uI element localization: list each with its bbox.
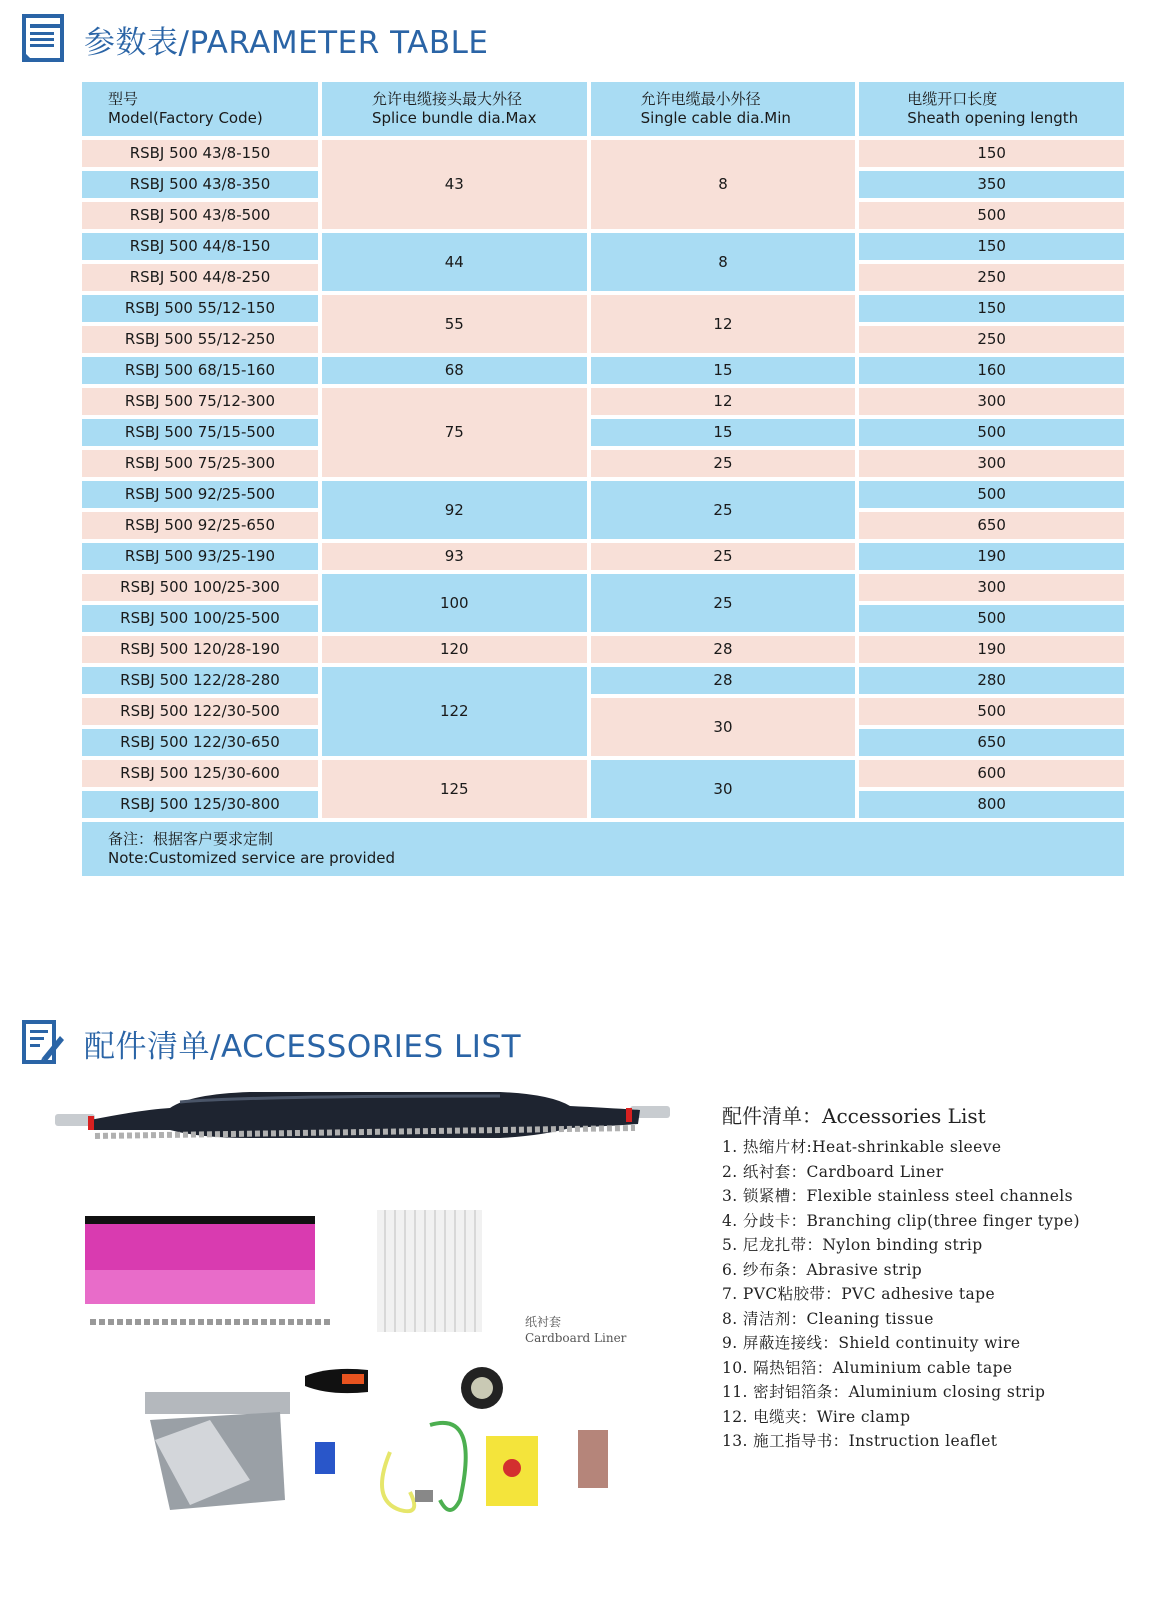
- list-item: 11. 密封铝箔条：Aluminium closing strip: [722, 1383, 1046, 1401]
- model-cell: RSBJ 500 55/12-150: [82, 295, 318, 322]
- parameter-section-header: [22, 14, 488, 64]
- model-cell: RSBJ 500 100/25-300: [82, 574, 318, 601]
- shield-wire-image: [382, 1423, 466, 1511]
- model-cell: RSBJ 500 75/15-500: [82, 419, 318, 446]
- cable-min-cell: 30: [591, 760, 856, 818]
- cable-min-cell: 12: [591, 388, 856, 415]
- aluminium-foil-image: [145, 1392, 290, 1510]
- table-header-row: [82, 82, 1124, 136]
- sheath-length-cell: 250: [859, 326, 1124, 353]
- header-model: 型号 Model(Factory Code): [82, 82, 318, 136]
- sheath-length-cell: 160: [859, 357, 1124, 384]
- sheath-length-cell: 300: [859, 388, 1124, 415]
- list-item: 12. 电缆夹：Wire clamp: [722, 1407, 911, 1426]
- list-edit-icon: [22, 1018, 66, 1068]
- model-cell: RSBJ 500 55/12-250: [82, 326, 318, 353]
- model-cell: RSBJ 500 92/25-500: [82, 481, 318, 508]
- sheath-length-cell: 500: [859, 605, 1124, 632]
- table-row: [82, 233, 1124, 260]
- model-cell: RSBJ 500 68/15-160: [82, 357, 318, 384]
- header-cable-min: 允许电缆最小外径 Single cable dia.Min: [591, 82, 856, 136]
- cable-min-cell: 15: [591, 419, 856, 446]
- branching-clip-image: [305, 1369, 368, 1474]
- cable-min-cell: 25: [591, 450, 856, 477]
- pvc-tape-image: [461, 1367, 503, 1409]
- accessories-section-header: [22, 1018, 521, 1068]
- sheath-length-cell: 150: [859, 140, 1124, 167]
- accessories-list-title: 配件清单：Accessories List: [722, 1104, 986, 1128]
- sheath-length-cell: 500: [859, 202, 1124, 229]
- sheath-length-cell: 650: [859, 512, 1124, 539]
- model-cell: RSBJ 500 100/25-500: [82, 605, 318, 632]
- list-item: 2. 纸衬套：Cardboard Liner: [722, 1162, 944, 1181]
- sheath-length-cell: 500: [859, 481, 1124, 508]
- splice-max-cell: 122: [322, 667, 587, 756]
- accessories-section-title: 配件清单/ACCESSORIES LIST: [84, 1028, 522, 1065]
- table-row: [82, 698, 1124, 725]
- model-cell: RSBJ 500 122/30-650: [82, 729, 318, 756]
- model-cell: RSBJ 500 75/12-300: [82, 388, 318, 415]
- table-row: [82, 481, 1124, 508]
- sheath-length-cell: 250: [859, 264, 1124, 291]
- cable-min-cell: 12: [591, 295, 856, 353]
- sheath-length-cell: 500: [859, 698, 1124, 725]
- splice-max-cell: 68: [322, 357, 587, 384]
- cable-min-cell: 25: [591, 543, 856, 570]
- table-row: [82, 295, 1124, 322]
- table-row: [82, 357, 1124, 384]
- model-cell: RSBJ 500 92/25-650: [82, 512, 318, 539]
- model-cell: RSBJ 500 44/8-150: [82, 233, 318, 260]
- sheath-length-cell: 650: [859, 729, 1124, 756]
- sheath-length-cell: 150: [859, 295, 1124, 322]
- model-cell: RSBJ 500 125/30-800: [82, 791, 318, 818]
- model-cell: RSBJ 500 120/28-190: [82, 636, 318, 663]
- cardboard-liner-label: 纸衬套 Cardboard Liner: [525, 1315, 627, 1345]
- sheath-length-cell: 300: [859, 450, 1124, 477]
- splice-max-cell: 100: [322, 574, 587, 632]
- table-row: [82, 667, 1124, 694]
- table-note: 备注：根据客户要求定制 Note:Customized service are provided: [82, 822, 1124, 876]
- cable-min-cell: 8: [591, 233, 856, 291]
- cable-min-cell: 15: [591, 357, 856, 384]
- instruction-leaflet-image: [578, 1430, 608, 1488]
- list-item: 9. 屏蔽连接线：Shield continuity wire: [722, 1334, 1021, 1352]
- list-item: 6. 纱布条：Abrasive strip: [722, 1260, 923, 1279]
- model-cell: RSBJ 500 43/8-500: [82, 202, 318, 229]
- cable-min-cell: 28: [591, 636, 856, 663]
- list-item: 1. 热缩片材:Heat-shrinkable sleeve: [722, 1138, 1002, 1156]
- table-row: [82, 419, 1124, 446]
- list-item: 8. 清洁剂：Cleaning tissue: [722, 1309, 934, 1328]
- model-cell: RSBJ 500 43/8-350: [82, 171, 318, 198]
- cardboard-liner-image: [377, 1210, 482, 1332]
- model-cell: RSBJ 500 75/25-300: [82, 450, 318, 477]
- table-row: [82, 388, 1124, 415]
- parameter-section-title: 参数表/PARAMETER TABLE: [84, 24, 489, 61]
- header-splice-max: 允许电缆接头最大外径 Splice bundle dia.Max: [322, 82, 587, 136]
- heat-shrink-sleeve-image: [55, 1092, 670, 1138]
- sheath-length-cell: 800: [859, 791, 1124, 818]
- table-row: [82, 760, 1124, 787]
- model-cell: RSBJ 500 43/8-150: [82, 140, 318, 167]
- model-cell: RSBJ 500 44/8-250: [82, 264, 318, 291]
- cable-min-cell: 25: [591, 481, 856, 539]
- pink-liner-image: [85, 1216, 330, 1322]
- table-row: [82, 140, 1124, 167]
- splice-max-cell: 92: [322, 481, 587, 539]
- model-cell: RSBJ 500 93/25-190: [82, 543, 318, 570]
- sheath-length-cell: 600: [859, 760, 1124, 787]
- splice-max-cell: 125: [322, 760, 587, 818]
- model-cell: RSBJ 500 122/28-280: [82, 667, 318, 694]
- sheath-length-cell: 300: [859, 574, 1124, 601]
- model-cell: RSBJ 500 125/30-600: [82, 760, 318, 787]
- table-note-row: [82, 822, 1124, 876]
- list-item: 10. 隔热铝箔：Aluminium cable tape: [722, 1358, 1013, 1377]
- list-item: 3. 锁紧槽：Flexible stainless steel channels: [722, 1187, 1073, 1205]
- splice-max-cell: 43: [322, 140, 587, 229]
- splice-max-cell: 55: [322, 295, 587, 353]
- list-item: 13. 施工指导书：Instruction leaflet: [722, 1432, 998, 1450]
- sheath-length-cell: 190: [859, 636, 1124, 663]
- list-item: 5. 尼龙扎带：Nylon binding strip: [722, 1236, 983, 1254]
- sheath-length-cell: 280: [859, 667, 1124, 694]
- accessories-list: [722, 1100, 1080, 1454]
- parameter-table: [78, 78, 1128, 880]
- cable-min-cell: 25: [591, 574, 856, 632]
- model-cell: RSBJ 500 122/30-500: [82, 698, 318, 725]
- sheath-length-cell: 350: [859, 171, 1124, 198]
- splice-max-cell: 75: [322, 388, 587, 477]
- document-icon: [22, 14, 66, 64]
- splice-max-cell: 93: [322, 543, 587, 570]
- table-row: [82, 636, 1124, 663]
- cable-min-cell: 8: [591, 140, 856, 229]
- list-item: 7. PVC粘胶带：PVC adhesive tape: [722, 1285, 996, 1303]
- table-row: [82, 574, 1124, 601]
- sheath-length-cell: 150: [859, 233, 1124, 260]
- sheath-length-cell: 500: [859, 419, 1124, 446]
- cable-min-cell: 30: [591, 698, 856, 756]
- table-row: [82, 543, 1124, 570]
- sheath-length-cell: 190: [859, 543, 1124, 570]
- list-item: 4. 分歧卡：Branching clip(three finger type): [722, 1211, 1080, 1230]
- cable-min-cell: 28: [591, 667, 856, 694]
- header-sheath-length: 电缆开口长度 Sheath opening length: [859, 82, 1124, 136]
- cleaning-tissue-image: [486, 1436, 538, 1506]
- table-row: [82, 450, 1124, 477]
- splice-max-cell: 44: [322, 233, 587, 291]
- splice-max-cell: 120: [322, 636, 587, 663]
